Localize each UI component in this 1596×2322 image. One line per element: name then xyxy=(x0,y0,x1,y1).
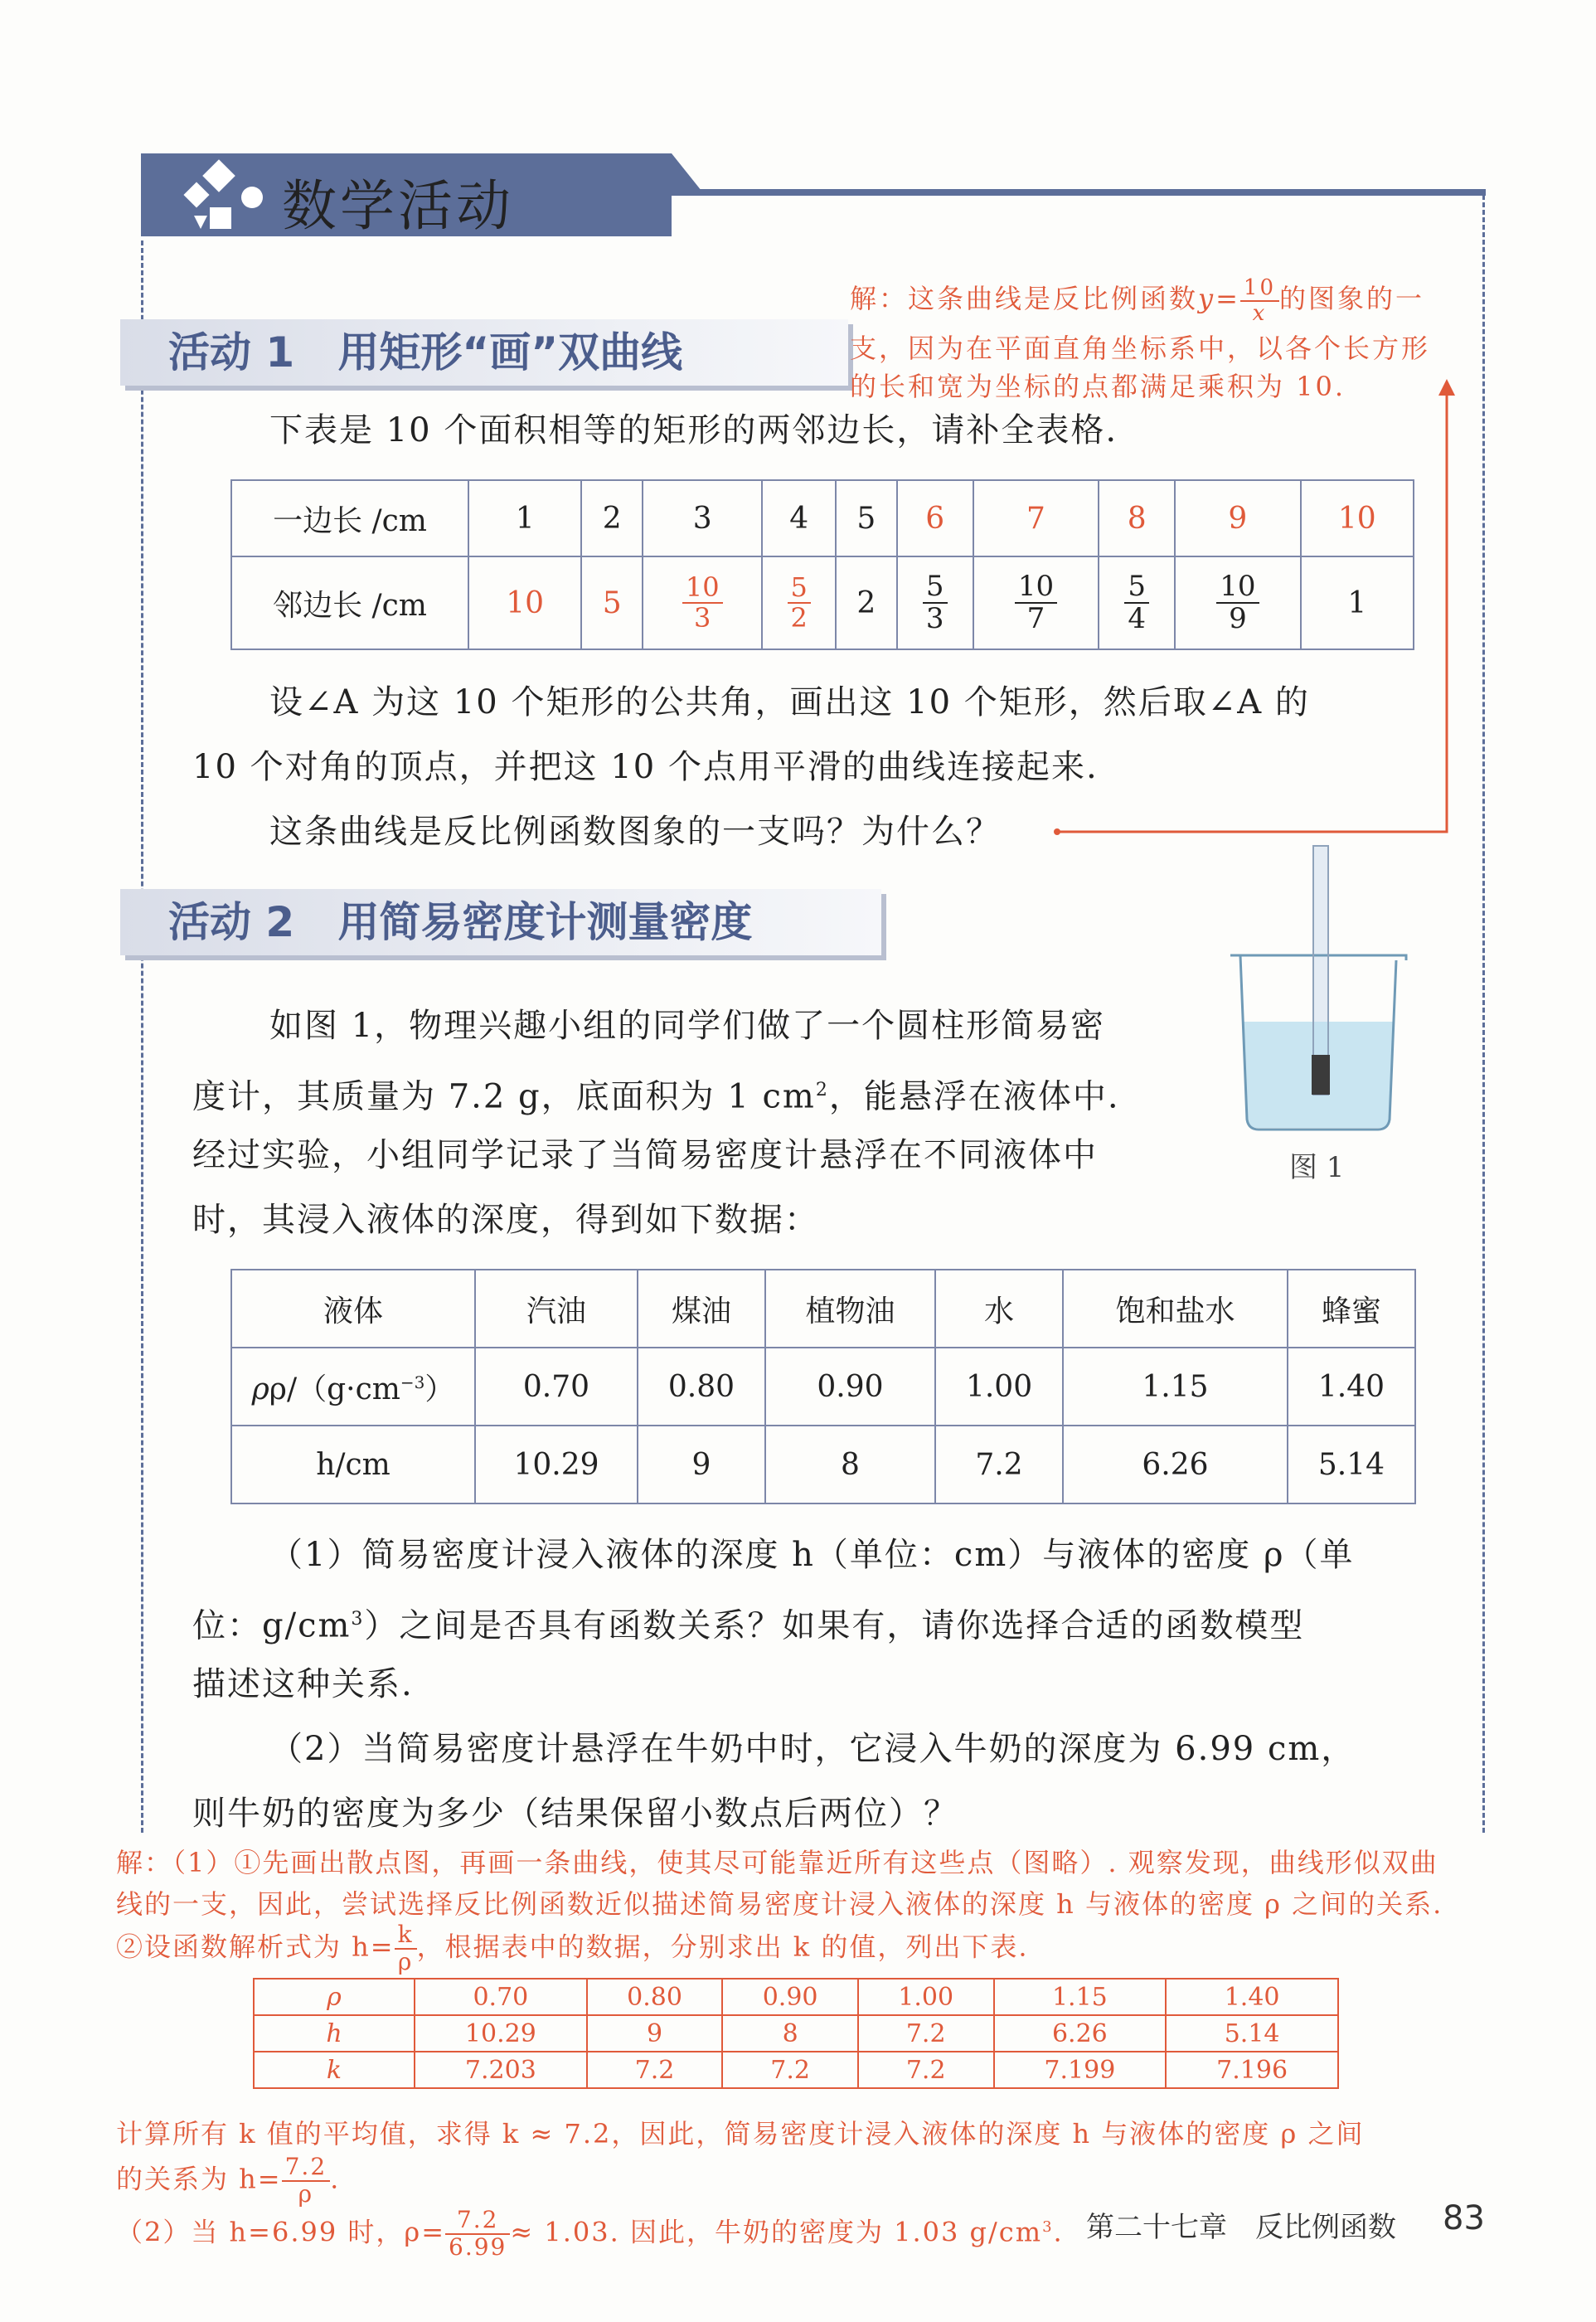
table-header-cell: 植物油 xyxy=(765,1270,935,1348)
activity1-answer-note: 解：这条曲线是反比例函数y= $\frac{10}{x}$ 的图象的一 支，因为在平面直角坐标系中，以各个长方形 的长和宽为坐标的点都满足乘积为 10. xyxy=(850,274,1431,403)
table-cell: 1 xyxy=(468,480,581,556)
table-cell: 0.90 xyxy=(722,1979,858,2015)
table-cell: 8 xyxy=(765,1426,935,1503)
table-cell: 7 xyxy=(973,480,1099,556)
table-cell: 1.15 xyxy=(1063,1348,1288,1426)
table-row xyxy=(254,2052,1338,2088)
table-cell: 7.196 xyxy=(1166,2052,1338,2088)
table-row xyxy=(231,1270,1415,1348)
activity2-paragraph-2: 度计，其质量为 7.2 g，底面积为 1 $cm^2$，能悬浮在液体中. xyxy=(192,1077,1120,1116)
activity1-paragraph-2: 10 个对角的顶点，并把这 10 个点用平滑的曲线连接起来. xyxy=(192,748,1099,786)
beaker-figure xyxy=(1219,838,1426,1136)
question-2-line-2: 则牛奶的密度为多少（结果保留小数点后两位）？ xyxy=(192,1795,958,1833)
table-header-cell: 一边长 /cm xyxy=(231,480,468,556)
table-row xyxy=(254,1979,1338,2015)
table-cell: 1.40 xyxy=(1288,1348,1415,1426)
table-cell: 1.00 xyxy=(935,1348,1063,1426)
table-header-cell: 液体 xyxy=(231,1270,475,1348)
table-cell: 7.2 xyxy=(858,2015,994,2052)
table-cell: 1.00 xyxy=(858,1979,994,2015)
table-cell: 5 xyxy=(581,556,643,649)
answer-arrow-connector xyxy=(1053,377,1459,842)
question-1-line-2: 位：$g/cm^3$）之间是否具有函数关系？如果有，请你选择合适的函数模型 xyxy=(192,1606,1305,1645)
activity1-heading: 活动 1 用矩形“画”双曲线 xyxy=(120,319,848,386)
table-cell: 7.2 xyxy=(935,1426,1063,1503)
activity2-paragraph-1: 如图 1，物理兴趣小组的同学们做了一个圆柱形简易密 xyxy=(269,1007,1106,1045)
table-cell: $\frac{10}{9}$ xyxy=(1175,556,1300,649)
question-1-line-1: （1）简易密度计浸入液体的深度 h（单位：cm）与液体的密度 ρ（单 xyxy=(269,1536,1355,1574)
activity1-intro: 下表是 10 个面积相等的矩形的两邻边长，请补全表格. xyxy=(269,411,1118,449)
activity1-question: 这条曲线是反比例函数图象的一支吗？为什么？ xyxy=(269,813,1001,851)
table-header-cell: h/cm xyxy=(231,1426,475,1503)
table-cell: 0.80 xyxy=(587,1979,723,2015)
table-cell: 4 xyxy=(762,480,836,556)
table-cell: 5 xyxy=(836,480,897,556)
table-cell: 0.90 xyxy=(765,1348,935,1426)
page-number: 83 xyxy=(1443,2199,1485,2237)
table-cell: 0.70 xyxy=(415,1979,587,2015)
question-2-line-1: （2）当简易密度计悬浮在牛奶中时，它浸入牛奶的深度为 6.99 cm， xyxy=(269,1730,1356,1768)
table-cell: 0.70 xyxy=(475,1348,638,1426)
table-row xyxy=(231,1426,1415,1503)
frame-right-dashed xyxy=(1482,195,1485,1833)
table-header-cell: ρ xyxy=(254,1979,415,2015)
table-cell: $\frac{5}{4}$ xyxy=(1099,556,1175,649)
table-cell: 7.2 xyxy=(587,2052,723,2088)
page-title: 数学活动 xyxy=(282,174,514,238)
table-header-cell: 邻边长 /cm xyxy=(231,556,468,649)
table-cell: 6 xyxy=(897,480,973,556)
table-cell: 8 xyxy=(1099,480,1175,556)
table-cell: 10.29 xyxy=(475,1426,638,1503)
table-row xyxy=(254,2015,1338,2052)
table-cell: 6.26 xyxy=(994,2015,1167,2052)
footer-chapter: 第二十七章 反比例函数 xyxy=(1086,2211,1396,2244)
table-cell: 2 xyxy=(581,480,643,556)
table-cell: 7.199 xyxy=(994,2052,1167,2088)
figure-caption: 图 1 xyxy=(1289,1151,1345,1184)
table-header-cell: h xyxy=(254,2015,415,2052)
table-cell: 3 xyxy=(643,480,762,556)
answer-line-1: 解：（1）①先画出散点图，再画一条曲线，使其尽可能靠近所有这些点（图略）. 观察发现，曲线形似双曲 xyxy=(116,1847,1438,1878)
table-cell: 2 xyxy=(836,556,897,649)
activity2-heading: 活动 2 用简易密度计测量密度 xyxy=(120,889,881,955)
table-cell: 5.14 xyxy=(1288,1426,1415,1503)
frame-left-dashed xyxy=(141,240,143,1833)
table-header-cell: 汽油 xyxy=(475,1270,638,1348)
table-header-cell: 水 xyxy=(935,1270,1063,1348)
table-cell: 1.40 xyxy=(1166,1979,1338,2015)
table-cell: 5.14 xyxy=(1166,2015,1338,2052)
table-cell: 7.2 xyxy=(858,2052,994,2088)
answer-line-3: ②设函数解析式为 h= $\frac{k}{\rho}$ ，根据表中的数据，分别求出 k 的值，列出下表. xyxy=(116,1921,1029,1975)
table-header-cell: $\rho\rho/(g\cdot cm^{-3})$ xyxy=(231,1348,475,1426)
table-cell: 6.26 xyxy=(1063,1426,1288,1503)
table-cell: 10.29 xyxy=(415,2015,587,2052)
table-cell: $\frac{5}{3}$ xyxy=(897,556,973,649)
density-table xyxy=(230,1269,1416,1504)
answer-line-6: （2）当 h=6.99 时，ρ= $\frac{7.2}{6.99}$ ≈ 1.03. 因此，牛奶的密度为 1.03 $g/cm^3$. xyxy=(116,2206,1064,2261)
answer-line-4: 计算所有 k 值的平均值，求得 k ≈ 7.2，因此，简易密度计浸入液体的深度 h 与液体的密度 ρ 之间 xyxy=(116,2118,1365,2150)
diamond-logo-icon xyxy=(182,158,274,236)
table-cell: $\frac{5}{2}$ xyxy=(762,556,836,649)
table-cell: 8 xyxy=(722,2015,858,2052)
table-header-cell: k xyxy=(254,2052,415,2088)
table-header-cell: 煤油 xyxy=(638,1270,765,1348)
table-cell: 10 xyxy=(1301,480,1414,556)
activity1-paragraph-1: 设∠A 为这 10 个矩形的公共角，画出这 10 个矩形，然后取∠A 的 xyxy=(269,683,1310,721)
table-cell: 9 xyxy=(587,2015,723,2052)
table-cell: $\frac{10}{3}$ xyxy=(643,556,762,649)
table-cell: 7.2 xyxy=(722,2052,858,2088)
table-cell: 9 xyxy=(1175,480,1300,556)
table-row xyxy=(231,1348,1415,1426)
table-cell: 7.203 xyxy=(415,2052,587,2088)
table-cell: 10 xyxy=(468,556,581,649)
table-cell: 0.80 xyxy=(638,1348,765,1426)
k-value-table xyxy=(253,1978,1339,2089)
answer-line-5: 的关系为 h= $\frac{7.2}{\rho}$ . xyxy=(116,2153,341,2208)
answer-line-2: 线的一支，因此，尝试选择反比例函数近似描述简易密度计浸入液体的深度 h 与液体的密度 ρ 之间的关系. xyxy=(116,1888,1443,1920)
table-cell: 1 xyxy=(1301,556,1414,649)
header-rule xyxy=(672,189,1486,196)
table-header-cell: 饱和盐水 xyxy=(1063,1270,1288,1348)
question-1-line-3: 描述这种关系. xyxy=(192,1665,414,1703)
table-cell: $\frac{10}{7}$ xyxy=(973,556,1099,649)
table-cell: 9 xyxy=(638,1426,765,1503)
table-cell: 1.15 xyxy=(994,1979,1167,2015)
activity2-paragraph-3: 经过实验，小组同学记录了当简易密度计悬浮在不同液体中 xyxy=(192,1136,1098,1174)
activity2-paragraph-4: 时，其浸入液体的深度，得到如下数据： xyxy=(192,1201,819,1239)
table-header-cell: 蜂蜜 xyxy=(1288,1270,1415,1348)
